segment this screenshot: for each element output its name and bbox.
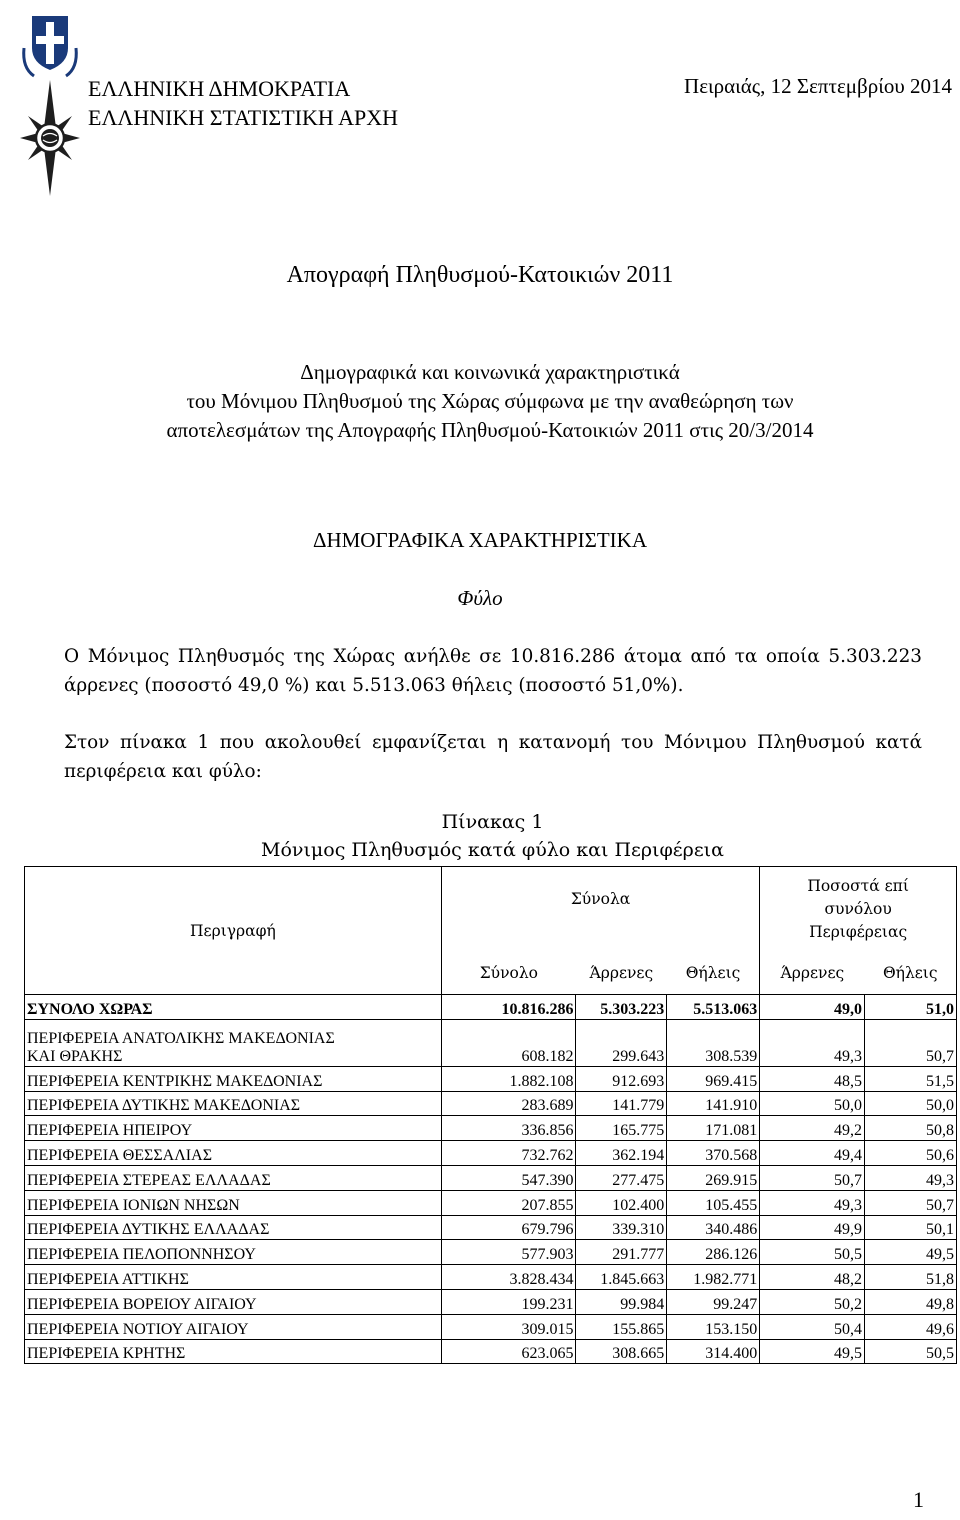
subtitle-line: Δημογραφικά και κοινωνικά χαρακτηριστικά <box>300 360 680 384</box>
cell-females: 141.910 <box>667 1091 760 1116</box>
cell-total: 732.762 <box>441 1141 576 1166</box>
table-row <box>25 1265 957 1290</box>
row-description: ΠΕΡΙΦΕΡΕΙΑ ΝΟΤΙΟΥ ΑΙΓΑΙΟΥ <box>25 1314 442 1339</box>
cell-pct-females: 51,5 <box>865 1066 957 1091</box>
cell-females: 171.081 <box>667 1116 760 1141</box>
cell-males: 165.775 <box>576 1116 667 1141</box>
row-description <box>25 1019 442 1066</box>
row-description: ΠΕΡΙΦΕΡΕΙΑ ΠΕΛΟΠΟΝΝΗΣΟΥ <box>25 1240 442 1265</box>
cell-females: 286.126 <box>667 1240 760 1265</box>
row-description: ΣΥΝΟΛΟ ΧΩΡΑΣ <box>25 995 442 1020</box>
cell-males: 362.194 <box>576 1141 667 1166</box>
cell-pct-females: 50,5 <box>865 1339 957 1364</box>
org-name-statistical-authority: ΕΛΛΗΝΙΚΗ ΣΤΑΤΙΣΤΙΚΗ ΑΡΧΗ <box>88 105 398 130</box>
row-description: ΠΕΡΙΦΕΡΕΙΑ ΣΤΕΡΕΑΣ ΕΛΛΑΔΑΣ <box>25 1165 442 1190</box>
header-description: Περιγραφή <box>25 867 442 995</box>
cell-pct-males: 50,0 <box>760 1091 865 1116</box>
cell-pct-males: 49,3 <box>760 1190 865 1215</box>
table-row <box>25 1066 957 1091</box>
cell-females: 314.400 <box>667 1339 760 1364</box>
table-row <box>25 1289 957 1314</box>
cell-pct-females: 49,8 <box>865 1289 957 1314</box>
greek-coat-of-arms-icon <box>20 8 80 198</box>
cell-females: 269.915 <box>667 1165 760 1190</box>
cell-total: 3.828.434 <box>441 1265 576 1290</box>
cell-males: 299.643 <box>576 1019 667 1066</box>
cell-total: 207.855 <box>441 1190 576 1215</box>
cell-females: 370.568 <box>667 1141 760 1166</box>
cell-total: 608.182 <box>441 1019 576 1066</box>
cell-females: 153.150 <box>667 1314 760 1339</box>
subtitle-line: του Μόνιμου Πληθυσμού της Χώρας σύμφωνα με την αναθεώρηση των <box>186 389 794 413</box>
cell-males: 339.310 <box>576 1215 667 1240</box>
section-subheading: Φύλο <box>457 586 503 610</box>
header-pct-line: Ποσοστά επί <box>807 876 909 895</box>
document-subtitle <box>40 358 940 445</box>
row-description: ΠΕΡΙΦΕΡΕΙΑ ΘΕΣΣΑΛΙΑΣ <box>25 1141 442 1166</box>
header-totals: Σύνολα <box>441 867 759 952</box>
cell-total: 199.231 <box>441 1289 576 1314</box>
table-row <box>25 1339 957 1364</box>
cell-total: 623.065 <box>441 1339 576 1364</box>
cell-pct-males: 50,4 <box>760 1314 865 1339</box>
cell-males: 99.984 <box>576 1289 667 1314</box>
cell-pct-males: 48,2 <box>760 1265 865 1290</box>
table-caption-number: Πίνακας 1 <box>441 811 544 833</box>
cell-pct-females: 49,6 <box>865 1314 957 1339</box>
row-description: ΠΕΡΙΦΕΡΕΙΑ ΚΕΝΤΡΙΚΗΣ ΜΑΚΕΔΟΝΙΑΣ <box>25 1066 442 1091</box>
col-header-males: Άρρενες <box>576 952 667 995</box>
cell-females: 5.513.063 <box>667 995 760 1020</box>
cell-pct-females: 50,8 <box>865 1116 957 1141</box>
cell-pct-males: 50,5 <box>760 1240 865 1265</box>
row-description: ΠΕΡΙΦΕΡΕΙΑ ΔΥΤΙΚΗΣ ΜΑΚΕΔΟΝΙΑΣ <box>25 1091 442 1116</box>
row-description: ΠΕΡΙΦΕΡΕΙΑ ΚΡΗΤΗΣ <box>25 1339 442 1364</box>
cell-pct-females: 51,8 <box>865 1265 957 1290</box>
emblem <box>20 8 80 198</box>
table-row <box>25 1190 957 1215</box>
cell-pct-females: 50,0 <box>865 1091 957 1116</box>
cell-females: 105.455 <box>667 1190 760 1215</box>
cell-pct-females: 50,7 <box>865 1019 957 1066</box>
document-title: Απογραφή Πληθυσμού-Κατοικιών 2011 <box>286 262 674 288</box>
cell-pct-males: 49,9 <box>760 1215 865 1240</box>
cell-total: 1.882.108 <box>441 1066 576 1091</box>
col-header-pct-females: Θήλεις <box>865 952 957 995</box>
page-number: 1 <box>913 1487 924 1512</box>
cell-pct-males: 49,4 <box>760 1141 865 1166</box>
cell-pct-males: 50,7 <box>760 1165 865 1190</box>
cell-pct-females: 51,0 <box>865 995 957 1020</box>
header-pct-line: συνόλου <box>824 899 892 918</box>
cell-pct-males: 49,2 <box>760 1116 865 1141</box>
cell-total: 283.689 <box>441 1091 576 1116</box>
row-description-line: ΚΑΙ ΘΡΑΚΗΣ <box>27 1047 123 1065</box>
cell-pct-males: 49,5 <box>760 1339 865 1364</box>
cell-pct-females: 50,1 <box>865 1215 957 1240</box>
col-header-total: Σύνολο <box>441 952 576 995</box>
cell-females: 340.486 <box>667 1215 760 1240</box>
cell-males: 155.865 <box>576 1314 667 1339</box>
table-row <box>25 1165 957 1190</box>
cell-total: 309.015 <box>441 1314 576 1339</box>
table-row <box>25 1314 957 1339</box>
cell-pct-females: 49,5 <box>865 1240 957 1265</box>
row-description: ΠΕΡΙΦΕΡΕΙΑ ΗΠΕΙΡΟΥ <box>25 1116 442 1141</box>
cell-females: 1.982.771 <box>667 1265 760 1290</box>
cell-females: 969.415 <box>667 1066 760 1091</box>
population-table <box>24 866 957 1364</box>
cell-males: 141.779 <box>576 1091 667 1116</box>
cell-pct-females: 49,3 <box>865 1165 957 1190</box>
elstat-compass-logo-icon <box>20 80 80 196</box>
cell-males: 1.845.663 <box>576 1265 667 1290</box>
paragraph-population: Ο Μόνιμος Πληθυσμός της Χώρας ανήλθε σε 10.816.286 άτομα από τα οποία 5.303.223 άρρενες (ποσοστό 49,0 %) και 5.513.063 θήλεις (ποσοστό 51,0%). <box>64 646 922 696</box>
row-description: ΠΕΡΙΦΕΡΕΙΑ ΑΤΤΙΚΗΣ <box>25 1265 442 1290</box>
cell-total: 10.816.286 <box>441 995 576 1020</box>
subtitle-line: αποτελεσμάτων της Απογραφής Πληθυσμού-Κατοικιών 2011 στις 20/3/2014 <box>166 418 814 442</box>
org-name-republic: ΕΛΛΗΝΙΚΗ ΔΗΜΟΚΡΑΤΙΑ <box>88 76 351 101</box>
paragraph-table-intro: Στον πίνακα 1 που ακολουθεί εμφανίζεται η κατανομή του Μόνιμου Πληθυσμού κατά περιφέρεια και φύλο: <box>64 732 922 782</box>
cell-total: 547.390 <box>441 1165 576 1190</box>
col-header-females: Θήλεις <box>667 952 760 995</box>
row-description: ΠΕΡΙΦΕΡΕΙΑ ΒΟΡΕΙΟΥ ΑΙΓΑΙΟΥ <box>25 1289 442 1314</box>
place-date: Πειραιάς, 12 Σεπτεμβρίου 2014 <box>684 74 952 98</box>
cell-pct-females: 50,6 <box>865 1141 957 1166</box>
header-pct-line: Περιφέρειας <box>809 922 908 941</box>
table-caption-title: Μόνιμος Πληθυσμός κατά φύλο και Περιφέρεια <box>261 839 724 861</box>
cell-males: 5.303.223 <box>576 995 667 1020</box>
col-header-pct-males: Άρρενες <box>760 952 865 995</box>
cell-pct-males: 48,5 <box>760 1066 865 1091</box>
cell-males: 291.777 <box>576 1240 667 1265</box>
table-row <box>25 1240 957 1265</box>
cell-males: 277.475 <box>576 1165 667 1190</box>
cell-males: 308.665 <box>576 1339 667 1364</box>
row-description: ΠΕΡΙΦΕΡΕΙΑ ΔΥΤΙΚΗΣ ΕΛΛΑΔΑΣ <box>25 1215 442 1240</box>
cell-total: 577.903 <box>441 1240 576 1265</box>
cell-females: 99.247 <box>667 1289 760 1314</box>
organization-header <box>88 74 398 132</box>
table-row <box>25 1141 957 1166</box>
cell-pct-males: 50,2 <box>760 1289 865 1314</box>
cell-males: 102.400 <box>576 1190 667 1215</box>
table-row <box>25 1215 957 1240</box>
cell-females: 308.539 <box>667 1019 760 1066</box>
row-description: ΠΕΡΙΦΕΡΕΙΑ ΙΟΝΙΩΝ ΝΗΣΩΝ <box>25 1190 442 1215</box>
cell-total: 336.856 <box>441 1116 576 1141</box>
cell-total: 679.796 <box>441 1215 576 1240</box>
table-row <box>25 995 957 1020</box>
row-description-line: ΠΕΡΙΦΕΡΕΙΑ ΑΝΑΤΟΛΙΚΗΣ ΜΑΚΕΔΟΝΙΑΣ <box>27 1029 335 1047</box>
table-row <box>25 1091 957 1116</box>
table-row <box>25 1019 957 1066</box>
section-heading: ΔΗΜΟΓΡΑΦΙΚΑ ΧΑΡΑΚΤΗΡΙΣΤΙΚΑ <box>312 528 648 552</box>
cell-pct-males: 49,0 <box>760 995 865 1020</box>
header-percentages <box>760 867 957 952</box>
cell-males: 912.693 <box>576 1066 667 1091</box>
cell-pct-females: 50,7 <box>865 1190 957 1215</box>
cell-pct-males: 49,3 <box>760 1019 865 1066</box>
table-row <box>25 1116 957 1141</box>
